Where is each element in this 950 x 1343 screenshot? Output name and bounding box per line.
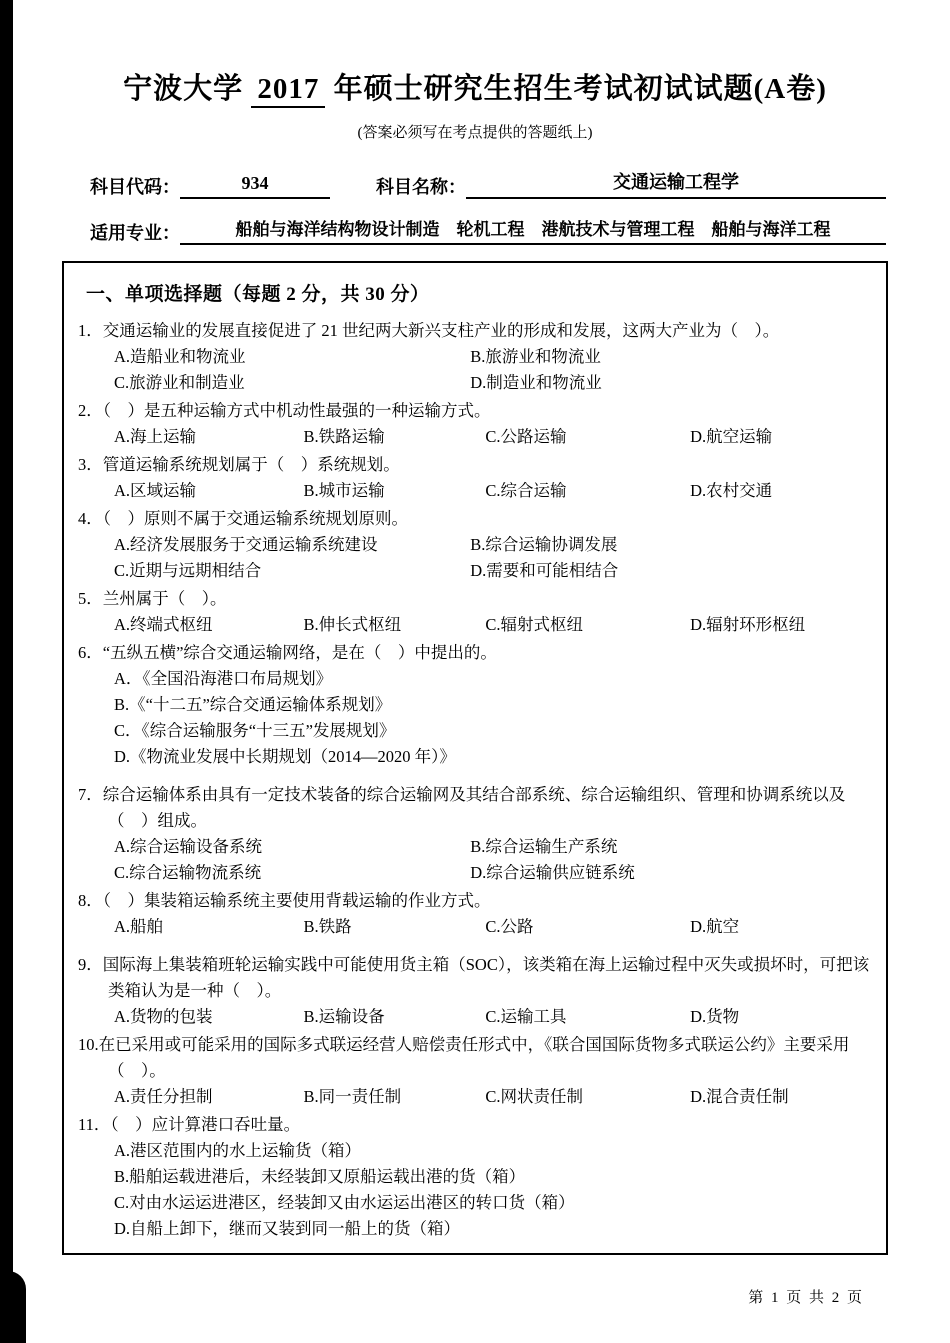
question-body: （ ）原则不属于交通运输系统规划原则。 xyxy=(102,509,408,528)
option: C.公路 xyxy=(485,917,534,936)
majors-row xyxy=(62,215,888,245)
option: D.综合运输供应链系统 xyxy=(470,863,635,882)
option: A.区域运输 xyxy=(114,481,197,500)
option: A.船舶 xyxy=(114,917,164,936)
question-body: 综合运输体系由具有一定技术装备的综合运输网及其结合部系统、综合运输组织、管理和协调系统以及（ ）组成。 xyxy=(102,785,846,830)
options xyxy=(78,344,872,396)
option: D.农村交通 xyxy=(690,481,773,500)
options xyxy=(78,478,872,504)
question-text xyxy=(78,782,872,834)
subject-name-value: 交通运输工程学 xyxy=(466,168,886,199)
question-number: 1． xyxy=(78,321,103,340)
option: C.对由水运运进港区，经装卸又由水运运出港区的转口货（箱） xyxy=(114,1193,575,1212)
option: B.船舶运载进港后，未经装卸又原船运载出港的货（箱） xyxy=(114,1167,526,1186)
option: C.网状责任制 xyxy=(485,1087,584,1106)
subject-code-label: 科目代码： xyxy=(90,177,180,197)
option: D.混合责任制 xyxy=(690,1087,789,1106)
question xyxy=(78,586,872,638)
option: B.《“十二五”综合交通运输体系规划》 xyxy=(114,695,392,714)
question-number: 11． xyxy=(78,1115,111,1134)
option: A．《全国沿海港口布局规划》 xyxy=(114,669,333,688)
option: C.运输工具 xyxy=(485,1007,567,1026)
options xyxy=(78,532,872,584)
answer-sheet-note: (答案必须写在考点提供的答题纸上) xyxy=(357,125,593,141)
question-body: 交通运输业的发展直接促进了 21 世纪两大新兴支柱产业的形成和发展，这两大产业为（ ）。 xyxy=(102,321,780,340)
question-body: （ ）应计算港口吞吐量。 xyxy=(110,1115,301,1134)
question xyxy=(78,318,872,396)
options xyxy=(78,1138,872,1242)
section-title: 一、单项选择题（每题 2 分，共 30 分） xyxy=(86,284,430,305)
page-number-footer: 第 1 页 共 2 页 xyxy=(748,1290,864,1306)
question xyxy=(78,1112,872,1242)
question xyxy=(78,952,872,1030)
option: A.港区范围内的水上运输货（箱） xyxy=(114,1141,362,1160)
question-number: 8． xyxy=(78,891,103,910)
option: C.公路运输 xyxy=(485,427,567,446)
majors-label: 适用专业： xyxy=(90,223,180,243)
subject-name-label: 科目名称： xyxy=(376,177,466,197)
options xyxy=(78,424,872,450)
question-text xyxy=(78,640,872,666)
question xyxy=(78,1032,872,1110)
questions-box xyxy=(62,261,888,1255)
question-text xyxy=(78,586,872,612)
question-text xyxy=(78,318,872,344)
title-suffix: 年硕士研究生招生考试初试试题(A卷) xyxy=(333,73,827,105)
option: C.综合运输物流系统 xyxy=(114,863,262,882)
options xyxy=(78,666,872,770)
title-year: 2017 xyxy=(251,73,325,108)
option: A.海上运输 xyxy=(114,427,197,446)
questions-list xyxy=(78,318,872,1242)
question-body: 国际海上集装箱班轮运输实践中可能使用货主箱（SOC），该类箱在海上运输过程中灭失或损坏时，可把该类箱认为是一种（ ）。 xyxy=(102,955,870,1000)
option: D.货物 xyxy=(690,1007,740,1026)
option: D.制造业和物流业 xyxy=(470,373,602,392)
option: B.综合运输协调发展 xyxy=(470,535,618,554)
option: D.航空运输 xyxy=(690,427,773,446)
question-number: 2． xyxy=(78,401,103,420)
option: B.城市运输 xyxy=(303,481,385,500)
question-text xyxy=(78,1112,872,1138)
question xyxy=(78,782,872,886)
option: D.辐射环形枢纽 xyxy=(690,615,806,634)
options xyxy=(78,834,872,886)
option: D.需要和可能相结合 xyxy=(470,561,619,580)
question-text xyxy=(78,398,872,424)
question-body: 兰州属于（ ）。 xyxy=(102,589,227,608)
question-body: “五纵五横”综合交通运输网络，是在（ ）中提出的。 xyxy=(102,643,497,662)
question-number: 9． xyxy=(78,955,103,974)
option: D.《物流业发展中长期规划（2014—2020 年）》 xyxy=(114,747,456,766)
question-number: 7． xyxy=(78,785,103,804)
question-number: 3． xyxy=(78,455,103,474)
option: C.辐射式枢纽 xyxy=(485,615,584,634)
option: A.综合运输设备系统 xyxy=(114,837,263,856)
option: B.铁路 xyxy=(303,917,352,936)
option: D.航空 xyxy=(690,917,740,936)
option: C.旅游业和制造业 xyxy=(114,373,245,392)
question-body: 在已采用或可能采用的国际多式联运经营人赔偿责任形式中，《联合国国际货物多式联运公约》主要采用（ ）。 xyxy=(98,1035,850,1080)
majors-value: 船舶与海洋结构物设计制造 轮机工程 港航技术与管理工程 船舶与海洋工程 xyxy=(180,215,886,245)
paper-header xyxy=(0,0,950,245)
question xyxy=(78,398,872,450)
option: C.近期与远期相结合 xyxy=(114,561,262,580)
option: B.铁路运输 xyxy=(303,427,385,446)
scan-corner-blob xyxy=(0,1271,26,1343)
options xyxy=(78,612,872,638)
scan-edge-bar xyxy=(0,0,13,1343)
title-prefix: 宁波大学 xyxy=(123,73,244,105)
question-text xyxy=(78,888,872,914)
question-text xyxy=(78,452,872,478)
option: B.旅游业和物流业 xyxy=(470,347,601,366)
options xyxy=(78,1084,872,1110)
option: D.自船上卸下，继而又装到同一船上的货（箱） xyxy=(114,1219,461,1238)
question-number: 6． xyxy=(78,643,103,662)
question xyxy=(78,452,872,504)
option: B.同一责任制 xyxy=(303,1087,402,1106)
option: A.终端式枢纽 xyxy=(114,615,213,634)
subject-row xyxy=(62,168,888,199)
subject-code-value: 934 xyxy=(180,173,330,199)
option: A.货物的包装 xyxy=(114,1007,213,1026)
option: C．《综合运输服务“十三五”发展规划》 xyxy=(114,721,396,740)
question-text xyxy=(78,1032,872,1084)
option: A.责任分担制 xyxy=(114,1087,213,1106)
option: B.运输设备 xyxy=(303,1007,385,1026)
question-number: 4． xyxy=(78,509,103,528)
option: C.综合运输 xyxy=(485,481,567,500)
question-number: 10. xyxy=(78,1035,99,1054)
option: B.伸长式枢纽 xyxy=(303,615,402,634)
question xyxy=(78,640,872,770)
question-text xyxy=(78,952,872,1004)
question-text xyxy=(78,506,872,532)
question xyxy=(78,506,872,584)
question xyxy=(78,888,872,940)
question-number: 5． xyxy=(78,589,103,608)
option: B.综合运输生产系统 xyxy=(470,837,618,856)
question-body: 管道运输系统规划属于（ ）系统规划。 xyxy=(102,455,400,474)
options xyxy=(78,1004,872,1030)
page-title xyxy=(62,66,888,107)
option: A.经济发展服务于交通运输系统建设 xyxy=(114,535,378,554)
question-body: （ ）是五种运输方式中机动性最强的一种运输方式。 xyxy=(102,401,491,420)
option: A.造船业和物流业 xyxy=(114,347,246,366)
options xyxy=(78,914,872,940)
question-body: （ ）集装箱运输系统主要使用背载运输的作业方式。 xyxy=(102,891,491,910)
